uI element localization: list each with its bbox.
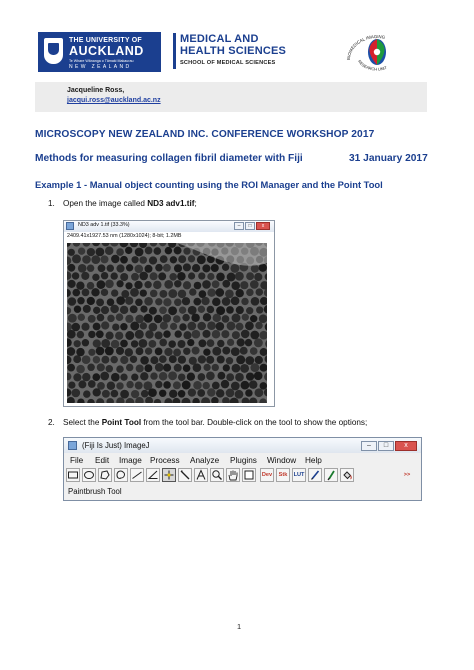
document-subtitle: Methods for measuring collagen fibril diameter with Fiji [35, 153, 303, 164]
university-logo-line2: AUCKLAND [69, 44, 144, 58]
more-tools-icon[interactable] [400, 468, 414, 482]
imagej-maximize-button[interactable]: □ [378, 441, 394, 451]
menu-file[interactable]: File [70, 456, 84, 465]
example-heading: Example 1 - Manual object counting using the ROI Manager and the Point Tool [35, 179, 383, 190]
author-name: Jacqueline Ross, [67, 87, 125, 94]
minimize-button[interactable]: – [234, 222, 244, 230]
status-bar-text: Paintbrush Tool [68, 487, 122, 496]
dev-tool-label: Dev [261, 472, 273, 478]
imagej-minimize-button[interactable]: – [361, 441, 377, 451]
author-email-link[interactable]: jacqui.ross@auckland.ac.nz [67, 97, 161, 104]
magnifier-tool-icon[interactable] [210, 468, 224, 482]
image-info: 2409.41x1927.53 nm (1280x1024); 8-bit; 1.2MB [67, 233, 182, 239]
lut-tool-label: LUT [293, 472, 305, 478]
step-1-suffix: ; [194, 199, 197, 208]
window-icon [66, 222, 74, 230]
biomedical-imaging-logo [330, 30, 424, 76]
color-picker-tool-icon[interactable] [242, 468, 256, 482]
step-2-suffix: from the tool bar. Double-click on the tool to show the options; [141, 418, 368, 427]
image-window-titlebar[interactable] [64, 221, 274, 232]
menu-help[interactable]: Help [305, 456, 322, 465]
bir-logo-top-text: BIOMEDICAL IMAGING [345, 33, 386, 61]
freehand-tool-icon[interactable] [114, 468, 128, 482]
imagej-window-icon [68, 441, 77, 450]
menu-edit[interactable]: Edit [95, 456, 110, 465]
stk-tool[interactable] [276, 468, 290, 482]
maximize-button[interactable]: □ [245, 222, 255, 230]
menu-analyze[interactable]: Analyze [190, 456, 220, 465]
polygon-tool-icon[interactable] [98, 468, 112, 482]
tool-bar [66, 468, 419, 484]
pencil-tool-icon[interactable] [308, 468, 322, 482]
step-1-number: 1. [48, 199, 55, 208]
micrograph-image[interactable] [67, 243, 267, 403]
dev-tool[interactable] [260, 468, 274, 482]
bir-logo-bottom-text: RESEARCH UNIT [357, 58, 388, 72]
close-button[interactable]: x [256, 222, 270, 230]
rectangle-tool-icon[interactable] [66, 468, 80, 482]
step-1-text [63, 199, 197, 208]
university-logo-line3: Te Whare Wānanga o Tāmaki Makaurau [69, 59, 134, 63]
point-tool-icon[interactable] [162, 468, 176, 482]
line-tool-icon[interactable] [130, 468, 144, 482]
wand-tool-icon[interactable] [178, 468, 192, 482]
faculty-name-line1: MEDICAL AND [180, 33, 259, 45]
oval-tool-icon[interactable] [82, 468, 96, 482]
menu-process[interactable]: Process [150, 456, 180, 465]
step-2-number: 2. [48, 418, 55, 427]
step-2-tool-name: Point Tool [101, 418, 142, 427]
image-window [63, 220, 275, 407]
step-2-text [63, 418, 367, 427]
menu-bar [64, 454, 421, 467]
stk-tool-label: Stk [278, 472, 288, 478]
imagej-window [63, 437, 422, 501]
imagej-close-button[interactable]: x [395, 441, 417, 451]
step-2-prefix: Select the [63, 418, 102, 427]
university-logo-line4: NEW ZEALAND [69, 64, 132, 70]
image-window-title: ND3 adv 1.tif (33.3%) [78, 222, 130, 228]
document-title: MICROSCOPY NEW ZEALAND INC. CONFERENCE WORKSHOP 2017 [35, 129, 375, 140]
menu-plugins[interactable]: Plugins [230, 456, 257, 465]
imagej-titlebar[interactable] [64, 438, 421, 453]
document-date: 31 January 2017 [349, 153, 428, 164]
angle-tool-icon[interactable] [146, 468, 160, 482]
more-tools-label: >> [403, 472, 411, 478]
page-number: 1 [237, 622, 242, 631]
hand-tool-icon[interactable] [226, 468, 240, 482]
step-1-filename: ND3 adv1.tif [147, 199, 195, 208]
step-1-prefix: Open the image called [63, 199, 148, 208]
school-name: SCHOOL OF MEDICAL SCIENCES [180, 60, 276, 66]
faculty-name-line2: HEALTH SCIENCES [180, 45, 287, 57]
crest-icon [44, 38, 63, 64]
lut-tool[interactable] [292, 468, 306, 482]
flood-fill-tool-icon[interactable] [340, 468, 354, 482]
brush-tool-icon[interactable] [324, 468, 338, 482]
imagej-window-title: (Fiji Is Just) ImageJ [82, 441, 150, 450]
university-of-auckland-logo [38, 32, 161, 72]
text-tool-icon[interactable] [194, 468, 208, 482]
university-logo-line1: THE UNIVERSITY OF [69, 37, 142, 44]
faculty-divider [173, 33, 176, 69]
menu-image[interactable]: Image [119, 456, 142, 465]
menu-window[interactable]: Window [267, 456, 297, 465]
